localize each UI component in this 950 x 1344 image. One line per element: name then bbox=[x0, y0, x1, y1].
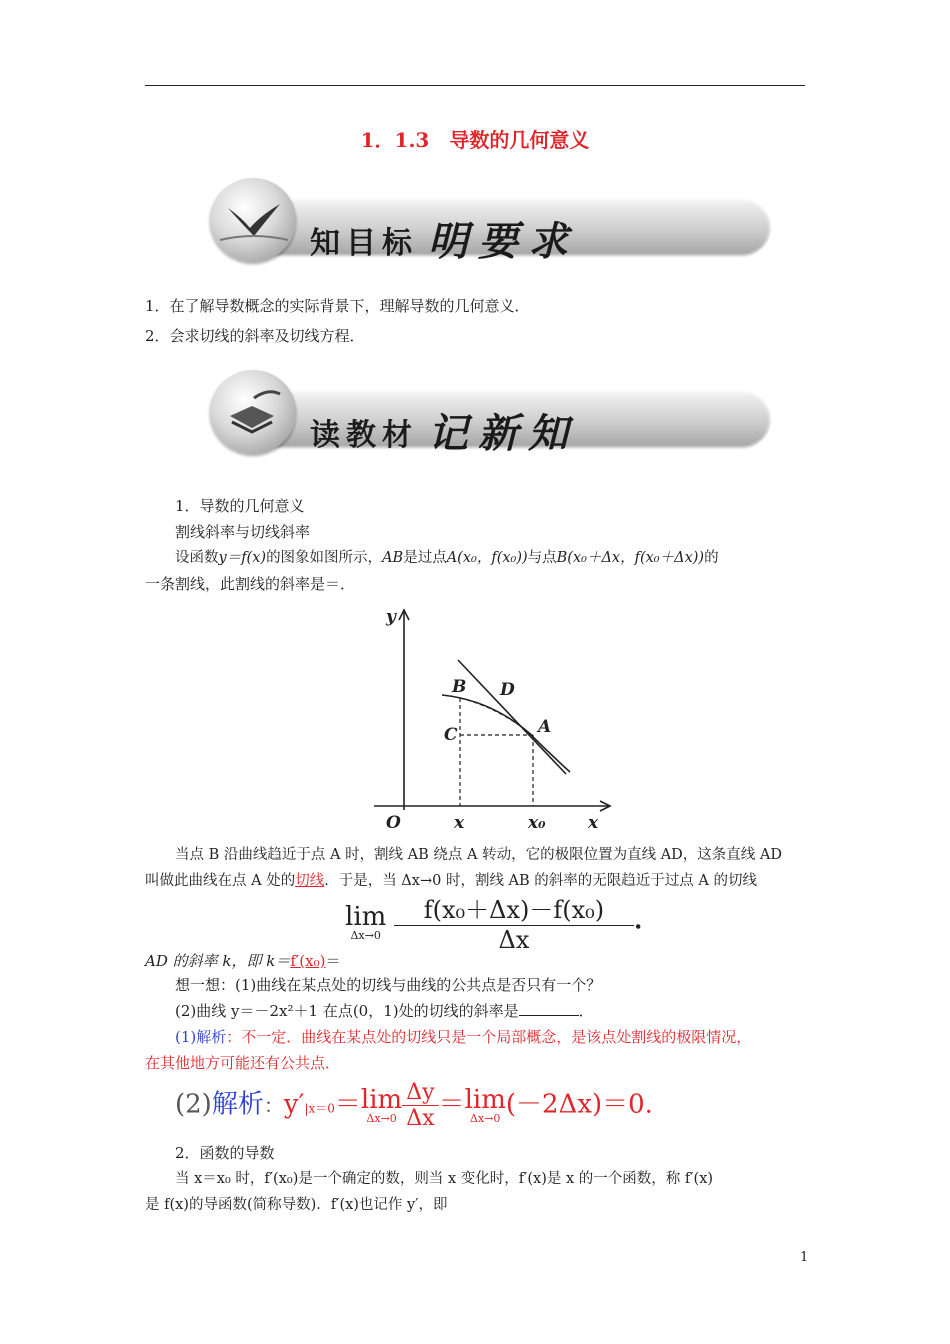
sec1b-line1: 当点 B 沿曲线趋近于点 A 时，割线 AB 绕点 A 转动，它的极限位置为直线 AD，这条直线 AD bbox=[175, 847, 783, 863]
secant-ab bbox=[460, 698, 533, 736]
sec1-heading: 1．导数的几何意义 bbox=[175, 497, 305, 515]
page-number: 1 bbox=[800, 1250, 809, 1265]
tangent-term: 切线 bbox=[295, 873, 325, 889]
page-title: 1．1.3 导数的几何意义 bbox=[360, 128, 590, 152]
answer-1a: (1)解析：不一定．曲线在某点处的切线只是一个局部概念，是该点处割线的极限情况， bbox=[175, 1028, 752, 1046]
fprime-term: f′(x₀) bbox=[290, 952, 326, 970]
label-x: x bbox=[588, 813, 599, 833]
tick-x0: x₀ bbox=[528, 813, 546, 833]
sec1-sub: 割线斜率与切线斜率 bbox=[175, 523, 311, 541]
sec1-para-b: 一条割线，此割线的斜率是＝． bbox=[145, 575, 356, 593]
derivative-formula: lim Δx→0 $\frac{\text{f(x₀＋Δx)－f(x₀)}}{\Delta x}$ . bbox=[345, 890, 642, 954]
goal-2: 2．会求切线的斜率及切线方程． bbox=[145, 327, 365, 345]
banner-read-small: 读教材 bbox=[310, 418, 418, 453]
banner-read-big: 记新知 bbox=[428, 411, 578, 457]
label-a: A bbox=[538, 717, 552, 737]
sec1-para-a: 设函数y＝f(x)的图象如图所示，AB是过点A(x₀，f(x₀))与点B(x₀＋Δx，f(x₀＋Δx))的 bbox=[175, 550, 719, 566]
banner-read-text bbox=[310, 400, 578, 457]
sec1b-line3: AD 的斜率 k，即 k＝f′(x₀)＝ bbox=[145, 952, 341, 970]
think-q1: 想一想：(1)曲线在某点处的切线与曲线的公共点是否只有一个？ bbox=[175, 976, 602, 994]
banner-read bbox=[200, 370, 770, 457]
sec1b-line2: 叫做此曲线在点 A 处的切线．于是，当 Δx→0 时，割线 AB 的斜率的无限趋近于过点 A 的切线 bbox=[145, 873, 757, 889]
goal-1: 1．在了解导数概念的实际背景下，理解导数的几何意义． bbox=[145, 297, 530, 315]
label-origin: O bbox=[386, 813, 401, 833]
sec2-line2: 是 f(x)的导函数(简称导数)．f′(x)也记作 y′，即 bbox=[145, 1197, 448, 1213]
book-icon bbox=[210, 370, 296, 454]
banner-goals-big: 明要求 bbox=[428, 219, 578, 265]
sec2-heading: 2．函数的导数 bbox=[175, 1144, 275, 1162]
label-d: D bbox=[500, 680, 515, 700]
sec2-line1: 当 x＝x₀ 时，f′(x₀)是一个确定的数，则当 x 变化时，f′(x)是 x 的一个函数，称 f′(x) bbox=[175, 1171, 714, 1187]
label-c: C bbox=[444, 725, 458, 745]
label-y: y bbox=[386, 607, 396, 627]
label-b: B bbox=[452, 677, 467, 697]
answer-blank bbox=[519, 1001, 579, 1016]
bird-icon bbox=[210, 178, 296, 262]
think-q2: (2)曲线 y＝－2x²＋1 在点(0，1)处的切线的斜率是 ． bbox=[175, 1002, 594, 1020]
tick-x: x bbox=[454, 813, 465, 833]
banner-goals-text bbox=[310, 208, 578, 265]
answer-2-formula: (2)解析：y′|x＝0＝lim Δx→0 $\frac{\Delta y}{\Delta x}$ ＝lim Δx→0 (－2Δx)＝0. bbox=[175, 1080, 653, 1131]
secant-tangent-figure bbox=[370, 600, 620, 840]
banner-goals-small: 知目标 bbox=[310, 226, 418, 261]
header-rule bbox=[145, 85, 805, 86]
banner-goals bbox=[200, 178, 770, 265]
answer-1b: 在其他地方可能还有公共点． bbox=[145, 1054, 341, 1072]
